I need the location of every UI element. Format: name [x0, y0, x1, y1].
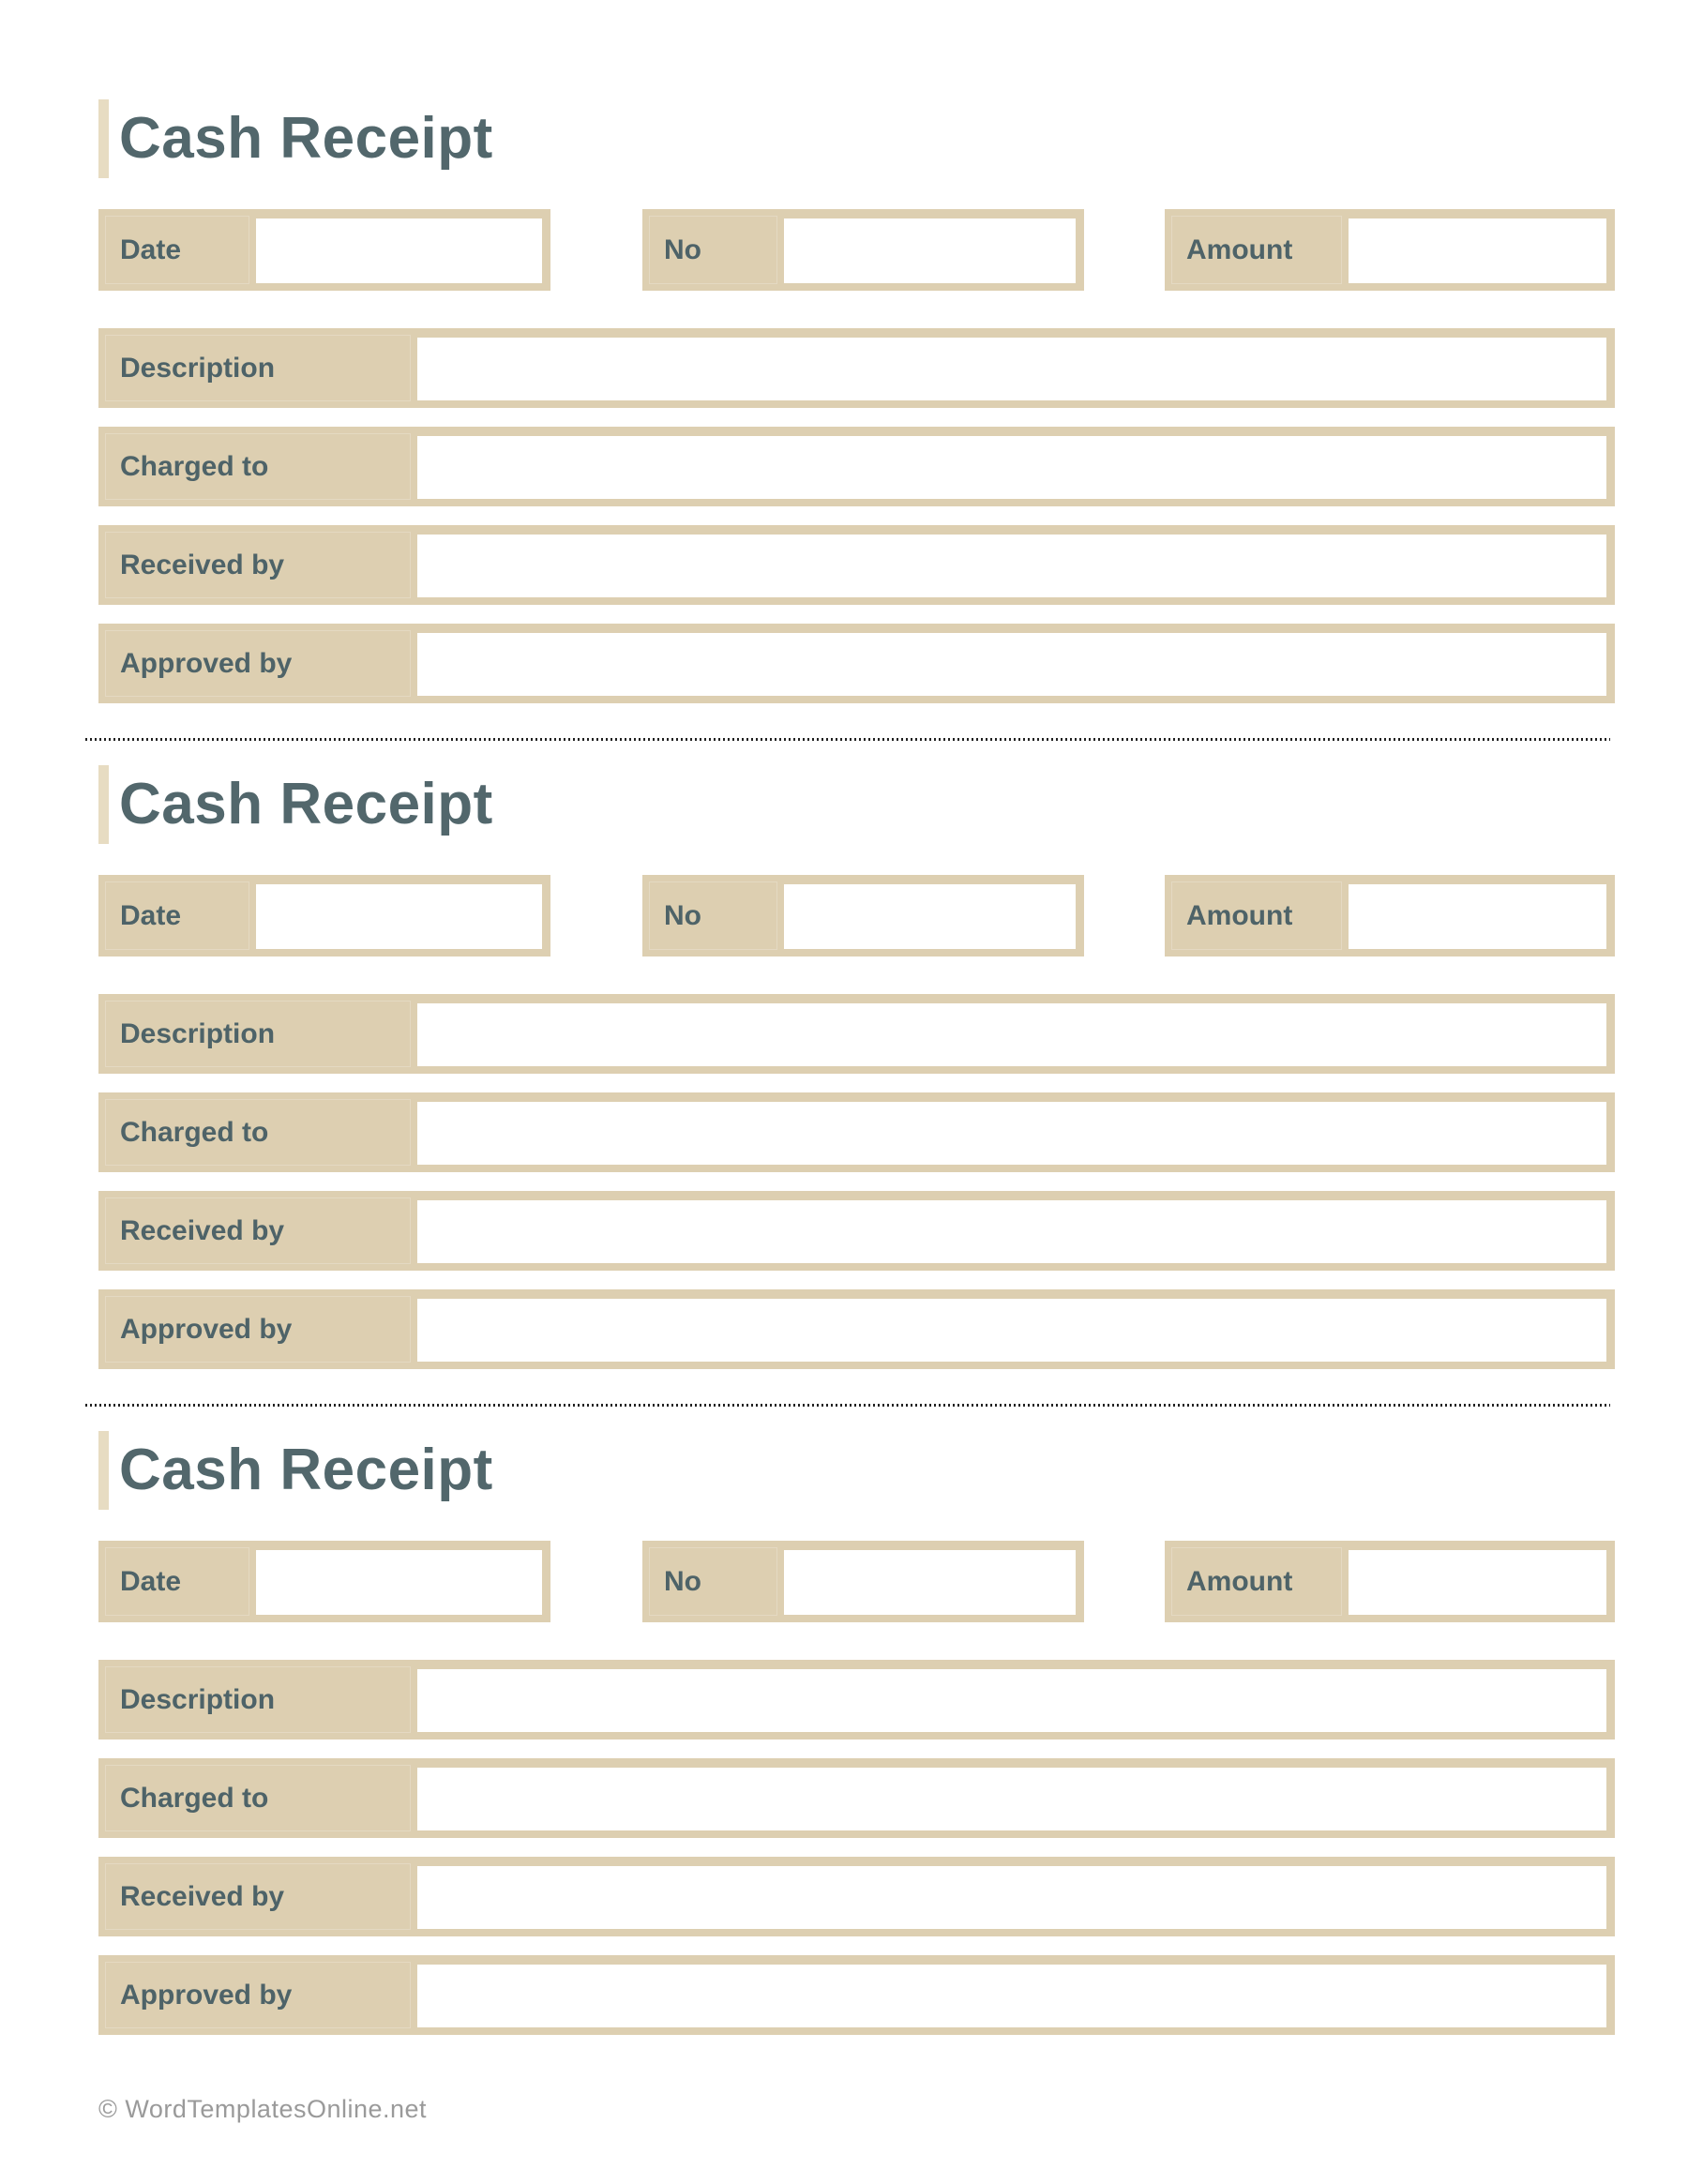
charged-to-input[interactable]: [417, 436, 1606, 499]
approved-by-label: Approved by: [120, 1979, 293, 2011]
approved-by-input[interactable]: [417, 633, 1606, 696]
amount-input[interactable]: [1349, 1550, 1606, 1615]
cut-line-separator-2: [85, 1404, 1610, 1407]
approved-by-row: [98, 1955, 1615, 2035]
received-by-row: [98, 1857, 1615, 1936]
description-label: Description: [120, 352, 276, 384]
charged-to-input[interactable]: [417, 1102, 1606, 1165]
amount-input[interactable]: [1349, 884, 1606, 949]
description-row: [98, 994, 1615, 1074]
title-accent-bar: [98, 1431, 109, 1510]
received-by-row: [98, 525, 1615, 605]
no-label: No: [664, 1565, 701, 1597]
date-label-cell: [98, 1541, 256, 1622]
no-label: No: [664, 899, 701, 931]
no-field-group: [642, 1541, 1084, 1622]
no-field-group: [642, 209, 1084, 291]
section-2-rows: [98, 994, 1615, 1369]
amount-label: Amount: [1186, 233, 1293, 265]
description-label-cell: [98, 994, 417, 1074]
charged-to-label: Charged to: [120, 1782, 269, 1814]
section-title: Cash Receipt: [119, 1438, 493, 1502]
amount-field-group: [1165, 209, 1615, 291]
charged-to-input[interactable]: [417, 1768, 1606, 1830]
section-title: Cash Receipt: [119, 772, 493, 836]
date-field-group: [98, 875, 550, 956]
charged-to-row: [98, 427, 1615, 506]
cash-receipt-section-1: [98, 99, 1615, 703]
received-by-row: [98, 1191, 1615, 1271]
no-input[interactable]: [784, 884, 1076, 949]
description-input[interactable]: [417, 1003, 1606, 1066]
date-field-group: [98, 209, 550, 291]
description-input[interactable]: [417, 1669, 1606, 1732]
amount-label: Amount: [1186, 1565, 1293, 1597]
no-label-cell: [642, 1541, 784, 1622]
description-row: [98, 328, 1615, 408]
charged-to-label-cell: [98, 1758, 417, 1838]
description-input[interactable]: [417, 338, 1606, 400]
approved-by-label-cell: [98, 1955, 417, 2035]
received-by-label-cell: [98, 525, 417, 605]
charged-to-label: Charged to: [120, 1116, 269, 1148]
amount-label-cell: [1165, 1541, 1349, 1622]
date-field-group: [98, 1541, 550, 1622]
charged-to-row: [98, 1092, 1615, 1172]
approved-by-input[interactable]: [417, 1299, 1606, 1362]
approved-by-label-cell: [98, 1289, 417, 1369]
section-3-inline-fields: [98, 1541, 1615, 1622]
date-input[interactable]: [256, 218, 542, 283]
charged-to-label-cell: [98, 427, 417, 506]
approved-by-label: Approved by: [120, 1313, 293, 1345]
charged-to-row: [98, 1758, 1615, 1838]
date-label-cell: [98, 209, 256, 291]
no-label: No: [664, 233, 701, 265]
amount-label-cell: [1165, 875, 1349, 956]
no-input[interactable]: [784, 1550, 1076, 1615]
date-label: Date: [120, 899, 182, 931]
no-label-cell: [642, 875, 784, 956]
section-2-title-row: [98, 765, 1615, 844]
title-accent-bar: [98, 99, 109, 178]
approved-by-row: [98, 1289, 1615, 1369]
amount-input[interactable]: [1349, 218, 1606, 283]
received-by-label-cell: [98, 1857, 417, 1936]
date-label-cell: [98, 875, 256, 956]
received-by-input[interactable]: [417, 535, 1606, 597]
amount-label-cell: [1165, 209, 1349, 291]
description-label: Description: [120, 1017, 276, 1049]
date-input[interactable]: [256, 884, 542, 949]
section-1-rows: [98, 328, 1615, 703]
approved-by-label: Approved by: [120, 647, 293, 679]
section-3-rows: [98, 1660, 1615, 2035]
no-label-cell: [642, 209, 784, 291]
description-label-cell: [98, 328, 417, 408]
section-title: Cash Receipt: [119, 106, 493, 171]
section-3-title-row: [98, 1431, 1615, 1510]
date-label: Date: [120, 233, 182, 265]
title-accent-bar: [98, 765, 109, 844]
amount-label: Amount: [1186, 899, 1293, 931]
cash-receipt-section-2: [98, 765, 1615, 1369]
section-1-inline-fields: [98, 209, 1615, 291]
received-by-label-cell: [98, 1191, 417, 1271]
charged-to-label-cell: [98, 1092, 417, 1172]
charged-to-label: Charged to: [120, 450, 269, 482]
cash-receipt-section-3: [98, 1431, 1615, 2035]
approved-by-row: [98, 624, 1615, 703]
amount-field-group: [1165, 1541, 1615, 1622]
date-label: Date: [120, 1565, 182, 1597]
approved-by-input[interactable]: [417, 1965, 1606, 2027]
received-by-input[interactable]: [417, 1866, 1606, 1929]
approved-by-label-cell: [98, 624, 417, 703]
received-by-input[interactable]: [417, 1200, 1606, 1263]
no-field-group: [642, 875, 1084, 956]
cut-line-separator-1: [85, 738, 1610, 741]
no-input[interactable]: [784, 218, 1076, 283]
section-1-title-row: [98, 99, 1615, 178]
description-row: [98, 1660, 1615, 1740]
description-label-cell: [98, 1660, 417, 1740]
amount-field-group: [1165, 875, 1615, 956]
date-input[interactable]: [256, 1550, 542, 1615]
footer-credit: © WordTemplatesOnline.net: [98, 2095, 428, 2123]
description-label: Description: [120, 1683, 276, 1715]
section-2-inline-fields: [98, 875, 1615, 956]
received-by-label: Received by: [120, 1880, 285, 1912]
received-by-label: Received by: [120, 1214, 285, 1246]
received-by-label: Received by: [120, 549, 285, 580]
